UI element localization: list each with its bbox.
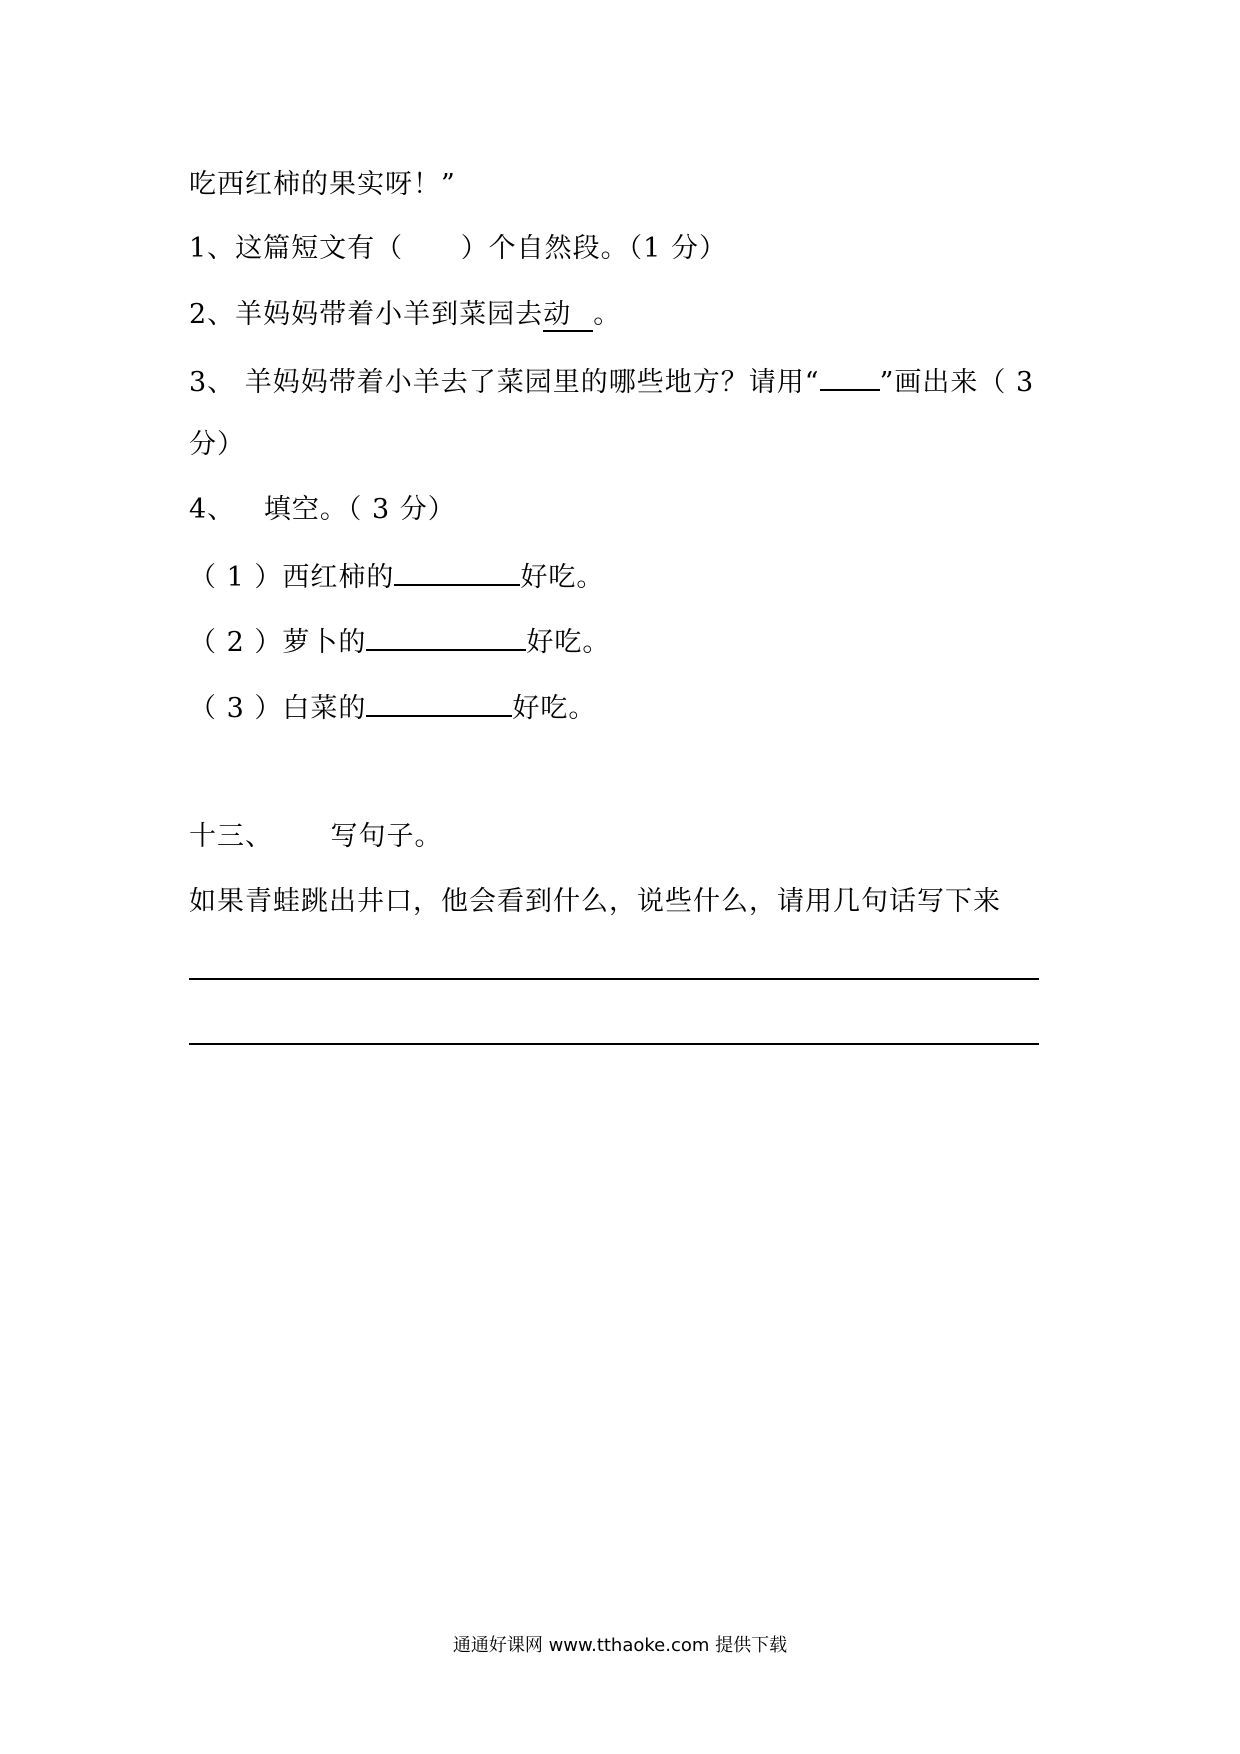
passage-end: 吃西红柿的果实呀！” [189, 169, 456, 200]
fill-item-3-prefix: （ 3 ）白菜的 [189, 693, 367, 724]
question-3-line-2: 分） [189, 429, 245, 460]
fill-item-3 [189, 689, 596, 726]
fill-item-3-suffix: 好吃。 [512, 693, 597, 724]
fill-item-1-suffix: 好吃。 [520, 562, 605, 593]
writing-line-2[interactable] [189, 1043, 1039, 1045]
fill-item-2-suffix: 好吃。 [526, 627, 611, 658]
question-1 [189, 232, 727, 266]
section-13-title: 十三、 写句子。 [189, 821, 443, 852]
fill-item-2 [189, 623, 610, 660]
question-1-text-after: ）个自然段。（1 分） [460, 233, 727, 264]
question-2-text: 2、羊妈妈带着小羊到菜园去 [189, 299, 544, 330]
fill-blank-1[interactable] [394, 558, 520, 586]
question-2 [189, 298, 621, 332]
fill-item-1-prefix: （ 1 ）西红柿的 [189, 562, 395, 593]
fill-item-2-prefix: （ 2 ）萝卜的 [189, 627, 367, 658]
question-3-sample-line [820, 363, 880, 391]
fill-blank-3[interactable] [366, 689, 512, 717]
question-3-text-after: ”画出来（ 3 [879, 367, 1035, 398]
writing-line-1[interactable] [189, 978, 1039, 980]
question-1-text: 1、这篇短文有（ [189, 233, 404, 264]
section-13-prompt: 如果青蛙跳出井口，他会看到什么，说些什么，请用几句话写下来 [189, 886, 1001, 917]
footer: 通通好课网 www.tthaoke.com 提供下载 [452, 1635, 788, 1656]
question-4-title: 4、 填空。（ 3 分） [189, 494, 456, 525]
question-2-underlined-word: 动 [543, 300, 593, 332]
fill-blank-2[interactable] [366, 623, 526, 651]
question-3-line-1 [189, 363, 1034, 400]
question-3-text: 3、 羊妈妈带着小羊去了菜园里的哪些地方？请用“ [189, 367, 820, 398]
question-2-text-after: 。 [593, 299, 622, 330]
question-1-gap [403, 233, 461, 264]
fill-item-1 [189, 558, 604, 595]
